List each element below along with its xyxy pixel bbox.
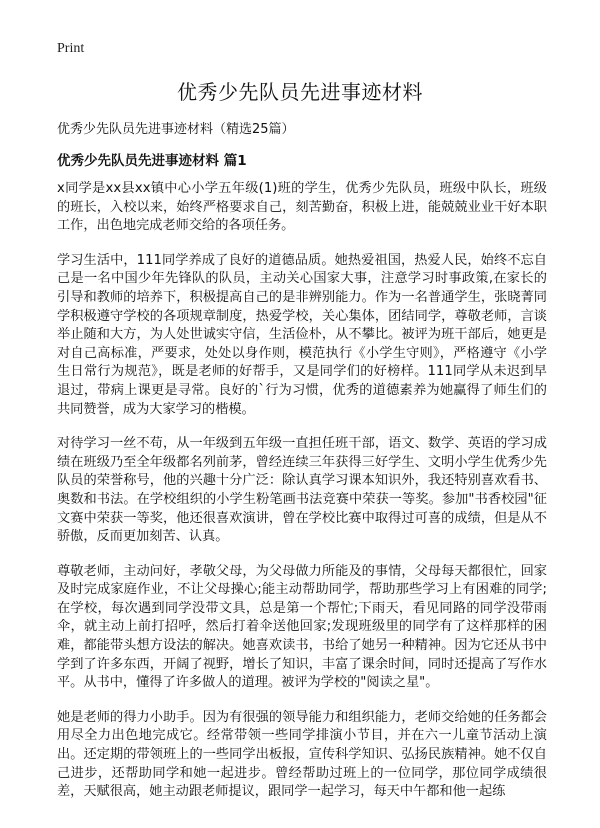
article-body (57, 180, 547, 818)
document-title: 优秀少先队员先进事迹材料 (177, 80, 423, 104)
print-label: Print (57, 41, 85, 56)
paragraph-3: 对待学习一丝不苟，从一年级到五年级一直担任班干部，语文、数学、英语的学习成绩在班级乃至全年级都名列前茅，曾经连续三年获得三好学生、文明小学生优秀少先队员的荣誉称号，他的兴趣十分广泛：除认真学习课本知识外，我还特别喜欢看书、奥数和书法。在学校组织的小学生粉笔画书法竞赛中荣获一等奖。参加"书香校园"征文赛中荣获一等奖，他还很喜欢演讲，曾在学校比赛中取得过可喜的成绩，但是从不骄傲，反而更加刻苦、认真。 (57, 436, 547, 545)
paragraph-4: 尊敬老师，主动问好，孝敬父母，为父母做力所能及的事情，父母每天都很忙，回家及时完成家庭作业，不让父母操心;能主动帮助同学，帮助那些学习上有困难的同学;在学校，每次遇到同学没带文具，总是第一个帮忙;下雨天，看见同路的同学没带雨伞，就主动上前打招呼，然后打着伞送他回家;发现班级里的同学有了这样那样的困难，都能带头想方设法的解决。她喜欢读书，书给了她另一种精神。因为它还从书中学到了许多东西，开阔了视野，增长了知识，丰富了课余时间，同时还提高了写作水平。从书中，懂得了许多做人的道理。被评为学校的"阅读之星"。 (57, 563, 547, 691)
paragraph-1: x同学是xx县xx镇中心小学五年级(1)班的学生，优秀少先队员，班级中队长，班级的班长，入校以来，始终严格要求自己，刻苦勤奋，积极上进，能兢兢业业干好本职工作，出色地完成老师交给的各项任务。 (57, 181, 547, 234)
document-subtitle: 优秀少先队员先进事迹材料（精选25篇） (57, 122, 295, 137)
section-heading: 优秀少先队员先进事迹材料 篇1 (57, 153, 247, 169)
paragraph-2: 学习生活中，111同学养成了良好的道德品质。她热爱祖国，热爱人民，始终不忘自己是一名中国少年先锋队的队员，主动关心国家大事，注意学习时事政策,在家长的引导和教师的培养下，积极提高自己的是非辨别能力。作为一名普通学生，张晓菁同学积极遵守学校的各项规章制度，热爱学校，关心集体，团结同学，尊敬老师，言谈举止随和大方，为人处世诚实守信，生活俭朴，从不攀比。被评为班干部后，她更是对自己高标准，严要求，处处以身作则，模范执行《小学生守则》，严格遵守《小学生日常行为规范》，既是老师的好帮手，又是同学们的好榜样。111同学从未迟到早退过，带病上课更是寻常。良好的`行为习惯，优秀的道德素养为她赢得了师生们的共同赞誉，成为大家学习的楷模。 (57, 252, 547, 417)
paragraph-5: 她是老师的得力小助手。因为有很强的领导能力和组织能力，老师交给她的任务都会用尽全力出色地完成它。经常带领一些同学排演小节目，并在六一儿童节活动上演出。还定期的带领班上的一些同学出板报，宣传科学知识、弘扬民族精神。她不仅自己进步，还帮助同学和她一起进步。曾经帮助过班上的一位同学，那位同学成绩很差，天赋很高，她主动跟老师提议，跟同学一起学习，每天中午都和他一起练 (57, 709, 547, 800)
